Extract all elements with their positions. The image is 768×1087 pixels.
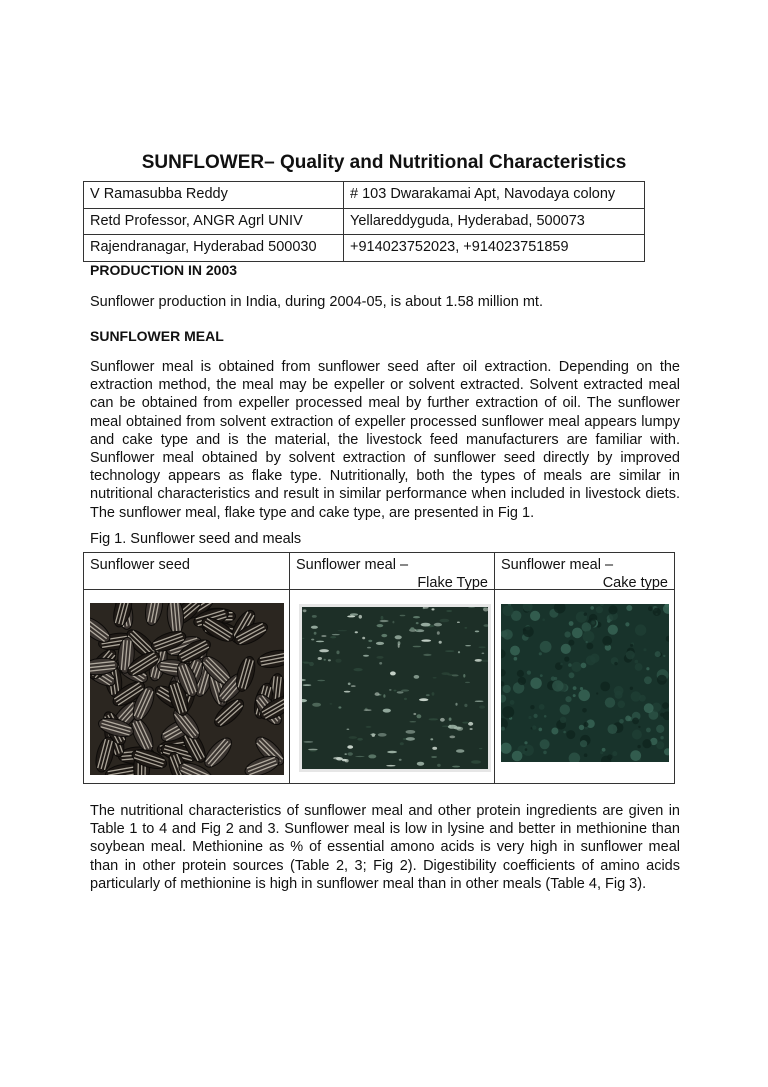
flake-header-line-2: Flake Type: [417, 575, 488, 591]
meal-heading: SUNFLOWER MEAL: [90, 328, 224, 344]
cake-header-line-2: Cake type: [602, 575, 668, 591]
cake-column-header: [495, 553, 674, 589]
author-location: Rajendranagar, Hyderabad 500030: [84, 235, 344, 262]
author-phone: +914023752023, +914023751859: [344, 235, 645, 262]
nutrition-paragraph: The nutritional characteristics of sunflower meal and other protein ingredients are given in Table 1 to 4 and Fig 2 and 3. Sunflower meal is low in lysine and better in methionine than soybean meal. Methionine as % of essential amono acids is very high in sunflower meal than in other protein sources (Table 2, 3; Fig 2). Digestibility coefficients of amino acids particularly of methionine is high in sunflower meal than in other meals (Table 4, Fig 3).: [90, 803, 680, 892]
cake-header-line-1: Sunflower meal –: [501, 557, 614, 573]
flake-header-line-1: Sunflower meal –: [296, 557, 409, 573]
seed-illustration: [90, 603, 284, 775]
flake-illustration: [302, 607, 488, 769]
seed-column-header: Sunflower seed: [90, 557, 190, 573]
cake-meal-photo: [501, 604, 669, 762]
author-affiliation: Retd Professor, ANGR Agrl UNIV: [84, 208, 344, 235]
author-name: V Ramasubba Reddy: [84, 182, 344, 209]
author-contact-table: [83, 181, 645, 262]
cake-illustration: [501, 604, 669, 762]
figure-caption: Fig 1. Sunflower seed and meals: [90, 531, 302, 547]
author-address-line-1: # 103 Dwarakamai Apt, Navodaya colony: [344, 182, 645, 209]
meal-paragraph: Sunflower meal is obtained from sunflower seed after oil extraction. Depending on the extraction method, the meal may be expeller or solvent extracted. Solvent extracted meal can be obtained from expeller processed meal by further extraction of oil. The sunflower meal obtained from solvent extraction of expeller processed sunflower meal appears lumpy and cake type and is the material, the livestock feed manufacturers are familiar with. Sunflower meal obtained by solvent extraction of sunflower seed directly by improved technology appears as flake type. Nutritionally, both the types of meals are similar in nutritional characteristics and result in similar performance when included in livestock diets. The sunflower meal, flake type and cake type, are presented in Fig 1.: [90, 359, 680, 521]
page-title: SUNFLOWER– Quality and Nutritional Characteristics: [141, 152, 627, 173]
figure-1-table: [83, 552, 675, 784]
production-text: Sunflower production in India, during 2004-05, is about 1.58 million mt.: [90, 294, 543, 310]
production-heading: PRODUCTION IN 2003: [90, 262, 238, 278]
sunflower-seed-photo: [90, 603, 284, 775]
flake-column-header: [290, 553, 494, 589]
flake-meal-photo: [299, 604, 491, 772]
author-address-line-2: Yellareddyguda, Hyderabad, 500073: [344, 208, 645, 235]
